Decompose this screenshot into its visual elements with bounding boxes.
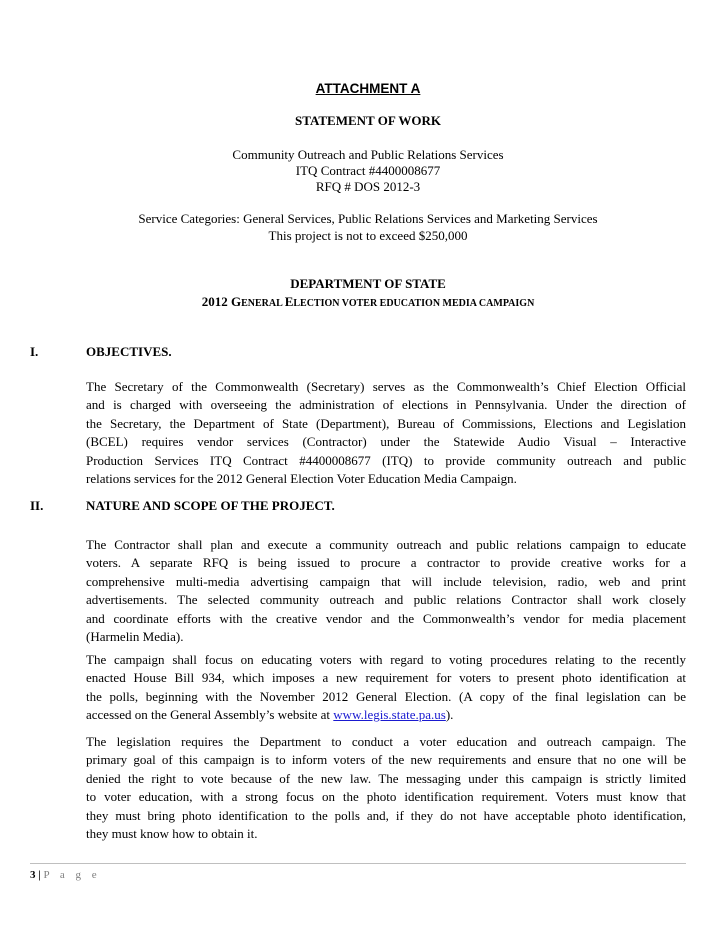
- text-line: they must bring photo identification to the polls and, if they do not have acceptable photo identification,: [86, 807, 686, 823]
- text-line: The legislation requires the Department to conduct a voter education and outreach campaign. The: [86, 734, 686, 749]
- attachment-heading: ATTACHMENT A: [315, 81, 421, 96]
- scope-paragraph-3: [86, 733, 686, 843]
- legislation-website-link[interactable]: www.legis.state.pa.us: [333, 707, 446, 723]
- scope-paragraph-1: [86, 536, 686, 646]
- service-categories: Service Categories: General Services, Public Relations Services and Marketing Services: [138, 211, 598, 226]
- text-line: advertisements. The selected community outreach and public relations Contractor shall work closely: [86, 592, 686, 608]
- text-line: The Secretary of the Commonwealth (Secretary) serves as the Commonwealth’s Chief Election Official: [86, 379, 686, 394]
- text-line: and coordinate efforts with the creative vendor and the Commonwealth’s vendor for media placement: [86, 610, 686, 626]
- text-line: they must know how to obtain it.: [86, 825, 258, 841]
- scope-paragraph-2: [86, 651, 686, 725]
- text-line: primary goal of this campaign is to inform voters of the new requirements and ensure that no one will be: [86, 752, 686, 768]
- page-number: 3: [30, 869, 36, 881]
- section-number: I.: [30, 344, 39, 359]
- text-line: (BCEL) requires vendor services (Contractor) under the Statewide Audio Visual – Interactive: [86, 434, 686, 450]
- text-line: enacted House Bill 934, which imposes a new requirement for voters to present photo identification at: [86, 670, 686, 686]
- page-footer: 3 | P a g e: [30, 869, 101, 881]
- text-line: the polls, beginning with the November 2012 General Election. (A copy of the final legislation can be: [86, 688, 686, 704]
- section-number: II.: [30, 498, 44, 513]
- text-line: relations services for the 2012 General Election Voter Education Media Campaign.: [86, 470, 517, 486]
- section-title-nature-scope: NATURE AND SCOPE OF THE PROJECT.: [86, 498, 335, 513]
- text-line: and is charged with overseeing the administration of elections in Pennsylvania. Under the direction of: [86, 397, 686, 413]
- section-title-objectives: OBJECTIVES.: [86, 344, 172, 359]
- text-line: the Secretary, the Department of State (Department), Bureau of Commissions, Elections and Legislation: [86, 415, 686, 431]
- objectives-paragraph: [86, 378, 686, 488]
- text-line: voters. A separate RFQ is being issued to procure a contractor to provide creative works for a: [86, 555, 686, 571]
- statement-of-work-heading: STATEMENT OF WORK: [295, 113, 441, 128]
- text-line: (Harmelin Media).: [86, 628, 184, 644]
- text-line: comprehensive multi-media advertising campaign that will include television, radio, web and print: [86, 573, 686, 589]
- project-limit: This project is not to exceed $250,000: [268, 228, 468, 243]
- text-line: Production Services ITQ Contract #4400008677 (ITQ) to provide community outreach and public: [86, 452, 686, 468]
- page-label: P a g e: [43, 869, 101, 881]
- text-line: denied the right to vote because of the new law. The messaging under this campaign is strictly limited: [86, 770, 686, 786]
- text-line: The Contractor shall plan and execute a community outreach and public relations campaign to educate: [86, 537, 686, 552]
- service-title: Community Outreach and Public Relations Services: [232, 147, 504, 162]
- text-line: to voter education, with a strong focus on the photo identification requirement. Voters must know that: [86, 789, 686, 805]
- text-line: accessed on the General Assembly’s website at www.legis.state.pa.us).: [86, 707, 454, 723]
- department-heading: DEPARTMENT OF STATE: [290, 276, 446, 291]
- text-line: The campaign shall focus on educating voters with regard to voting procedures relating to the recently: [86, 652, 686, 667]
- contract-number: ITQ Contract #4400008677: [295, 163, 441, 178]
- campaign-heading: 2012 GENERAL ELECTION VOTER EDUCATION MEDIA CAMPAIGN: [201, 294, 535, 309]
- rfq-number: RFQ # DOS 2012-3: [315, 179, 421, 194]
- footer-divider: [30, 863, 686, 864]
